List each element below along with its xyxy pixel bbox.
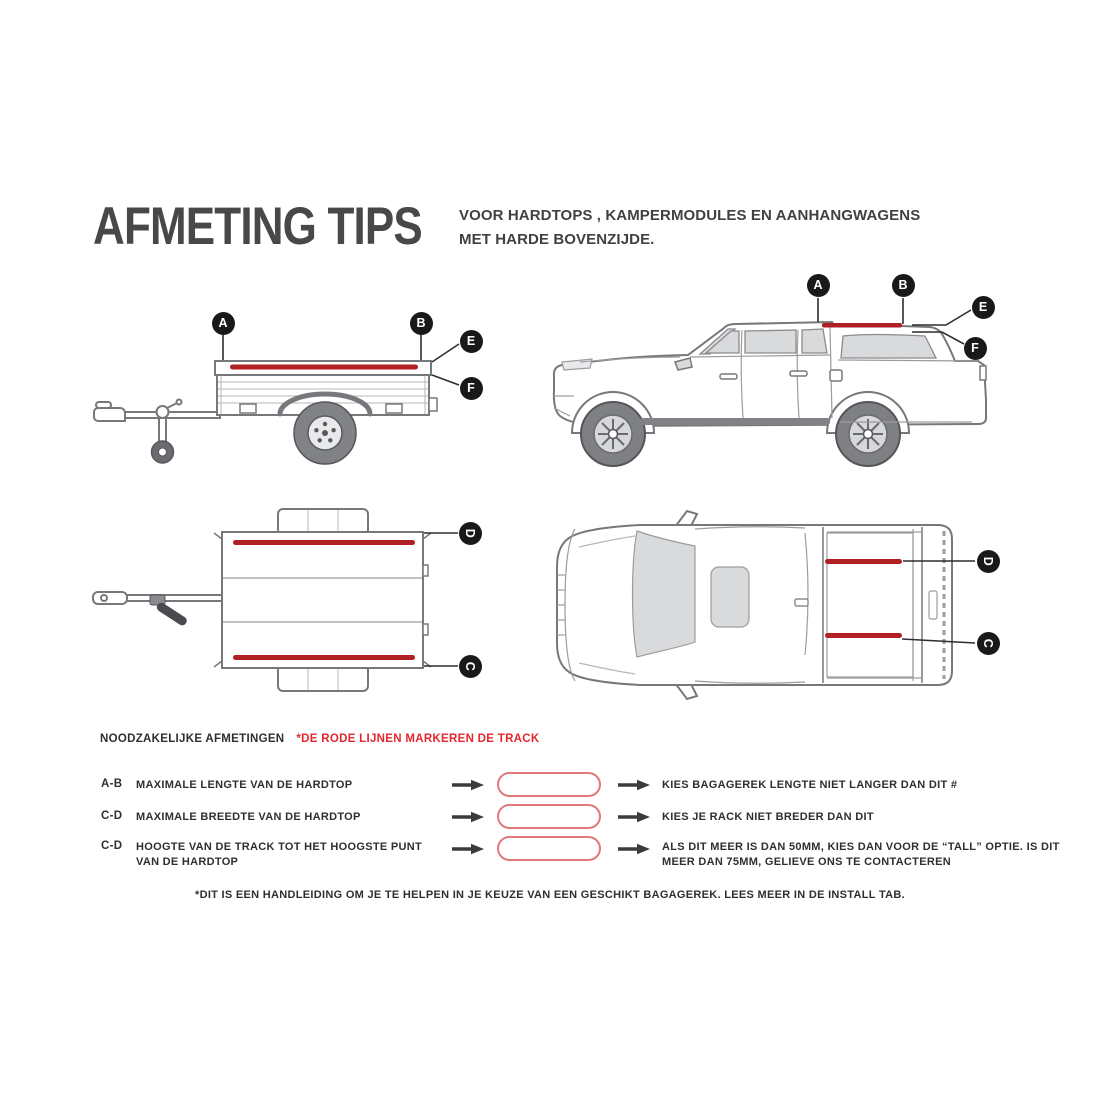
callout-f-badge: F: [460, 377, 483, 400]
arrow-right-icon: [452, 843, 484, 855]
callout-f-badge: F: [964, 337, 987, 360]
truck-side-art: [540, 270, 1000, 470]
track-line-red: [233, 655, 415, 660]
row-code: A-B: [101, 778, 123, 790]
subtitle-line-2: MET HARDE BOVENZIJDE.: [459, 231, 655, 248]
measurement-row-cd-width: [0, 804, 1100, 834]
truck-side-view-diagram: [540, 270, 1000, 470]
subtitle-line-1: VOOR HARDTOPS , KAMPERMODULES EN AANHANGWAGENS: [459, 207, 921, 224]
measurement-pill: [497, 804, 601, 829]
notes-line: [100, 733, 540, 745]
track-line-red: [230, 365, 418, 370]
callout-c-badge: C: [459, 655, 482, 678]
front-wheel: [581, 402, 645, 466]
trailer-top-art: [90, 495, 510, 705]
row-code: C-D: [101, 840, 123, 852]
footnote: *DIT IS EEN HANDLEIDING OM JE TE HELPEN IN JE KEUZE VAN EEN GESCHIKT BAGAGEREK. LEES MEER IN DE INSTALL TAB.: [195, 889, 905, 901]
track-line-red: [233, 540, 415, 545]
truck-top-art: [545, 505, 1005, 705]
page-subtitle: [459, 204, 920, 252]
callout-b-badge: B: [892, 274, 915, 297]
measurement-row-ab: [0, 772, 1100, 802]
jockey-wheel: [152, 441, 174, 463]
trailer-top-view-diagram: [90, 495, 510, 705]
rear-wheel: [836, 402, 900, 466]
sunroof: [711, 567, 749, 627]
row-instruction: KIES BAGAGEREK LENGTE NIET LANGER DAN DIT #: [662, 779, 958, 791]
measurement-pill: [497, 772, 601, 797]
trailer-wheel: [294, 402, 356, 464]
truck-top-view-diagram: [545, 505, 1005, 705]
callout-leader-lines: [424, 533, 458, 666]
callout-a-badge: A: [807, 274, 830, 297]
callout-b-badge: B: [410, 312, 433, 335]
row-instruction: KIES JE RACK NIET BREDER DAN DIT: [662, 811, 874, 823]
callout-e-badge: E: [972, 296, 995, 319]
row-code: C-D: [101, 810, 123, 822]
page-title: AFMETING TIPS: [93, 197, 422, 256]
callout-d-badge: D: [977, 550, 1000, 573]
arrow-right-icon: [618, 811, 650, 823]
callout-e-badge: E: [460, 330, 483, 353]
arrow-right-icon: [452, 779, 484, 791]
brake-light: [795, 599, 808, 606]
running-board: [640, 418, 830, 425]
arrow-right-icon: [618, 779, 650, 791]
measurement-pill: [497, 836, 601, 861]
track-line-red: [822, 323, 902, 328]
red-lines-note: *DE RODE LIJNEN MARKEREN DE TRACK: [296, 733, 540, 745]
row-description: MAXIMALE LENGTE VAN DE HARDTOP: [136, 779, 353, 791]
callout-a-badge: A: [212, 312, 235, 335]
track-line-red: [825, 559, 902, 564]
bed-inner: [827, 533, 913, 677]
handbrake-lever: [155, 601, 188, 627]
arrow-right-icon: [452, 811, 484, 823]
row-description: HOOGTE VAN DE TRACK TOT HET HOOGSTE PUNT VAN DE HARDTOP: [136, 841, 422, 868]
measurement-row-cd-height: [0, 836, 1100, 866]
trailer-drawbar: [94, 400, 220, 445]
row-instruction: ALS DIT MEER IS DAN 50MM, KIES DAN VOOR DE “TALL” OPTIE. IS DIT MEER DAN 75MM, GELIEVE ONS TE CONTACTEREN: [662, 841, 1060, 868]
callout-d-badge: D: [459, 522, 482, 545]
windshield-glass: [633, 531, 696, 657]
required-measurements-label: NOODZAKELIJKE AFMETINGEN: [100, 733, 285, 745]
track-line-red: [825, 633, 902, 638]
callout-c-badge: C: [977, 632, 1000, 655]
arrow-right-icon: [618, 843, 650, 855]
trailer-box: [222, 532, 423, 668]
trailer-side-view-diagram: [90, 300, 490, 475]
row-description: MAXIMALE BREEDTE VAN DE HARDTOP: [136, 811, 361, 823]
